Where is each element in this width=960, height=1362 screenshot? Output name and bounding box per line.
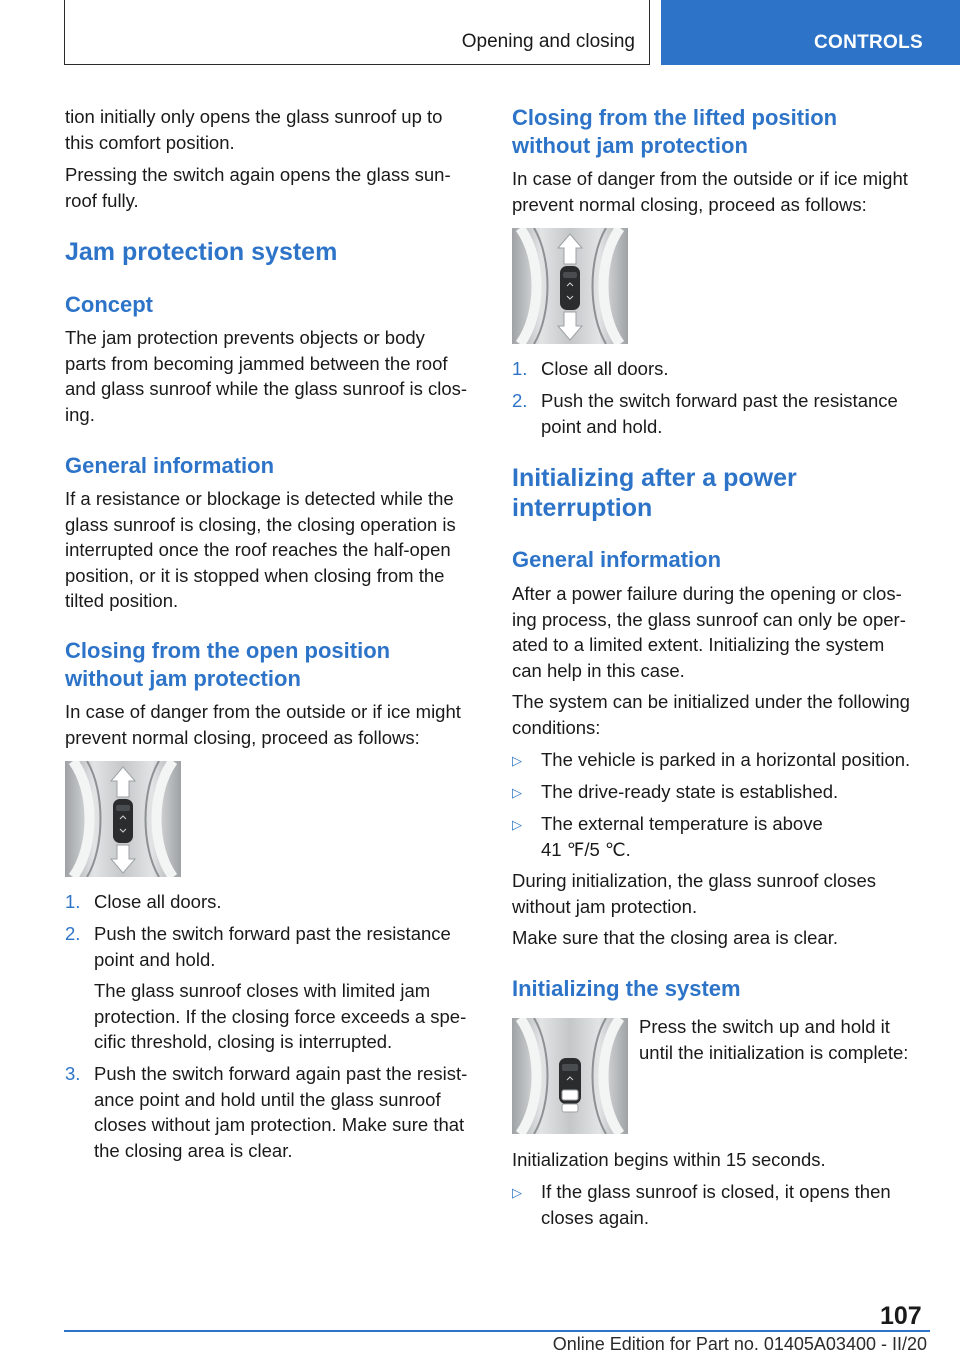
- heading-line: interruption: [512, 494, 653, 522]
- during-initialization-paragraph: [512, 868, 926, 919]
- text-line: ance point and hold until the glass sunroof: [94, 1088, 441, 1110]
- header-chapter-title: CONTROLS: [814, 32, 924, 53]
- heading-concept: Concept: [65, 292, 153, 317]
- footer-edition: Online Edition for Part no. 01405A03400 - II/20: [552, 1334, 927, 1354]
- closing-open-paragraph: [65, 699, 480, 750]
- list-item: [65, 1061, 480, 1163]
- closing-lifted-paragraph: [512, 166, 926, 217]
- switch-forward-icon: [512, 228, 628, 344]
- text-line: parts from becoming jammed between the roof: [65, 352, 448, 374]
- init-begins-paragraph: Initialization begins within 15 seconds.: [512, 1149, 826, 1170]
- general-information-paragraph: [65, 486, 480, 614]
- text-line: Close all doors.: [541, 358, 669, 379]
- list-item: [65, 921, 480, 1055]
- text-line: and glass sunroof while the glass sunroof is clos-: [65, 378, 468, 399]
- text-line: Press the switch up and hold it: [639, 1016, 890, 1037]
- text-line: position, or it is stopped when closing from the: [65, 564, 445, 586]
- text-line: In case of danger from the outside or if ice might: [512, 168, 908, 189]
- text-line: The vehicle is parked in a horizontal position.: [541, 749, 911, 770]
- text-line: If a resistance or blockage is detected while the: [65, 488, 454, 509]
- conditions-intro-paragraph: [512, 689, 926, 740]
- step-number: 2.: [65, 923, 81, 944]
- text-line: prevent normal closing, proceed as follows:: [65, 726, 420, 748]
- text-line: tion initially only opens the glass sunroof up to: [65, 106, 443, 127]
- step-number: 1.: [65, 891, 81, 912]
- heading-closing-from-open-position: [65, 637, 480, 693]
- step-number: 2.: [512, 390, 528, 411]
- text-line: point and hold.: [94, 948, 216, 970]
- switch-forward-icon: [65, 761, 181, 877]
- init-system-paragraph: [639, 1014, 929, 1065]
- header-section-box: [64, 0, 650, 65]
- heading-line: without jam protection: [512, 133, 748, 158]
- bullet-item: [512, 1179, 926, 1230]
- text-line: ing process, the glass sunroof can only be oper-: [512, 608, 906, 630]
- text-line: can help in this case.: [512, 659, 685, 681]
- step-number: 1.: [512, 358, 528, 379]
- header-chapter-tab: [661, 0, 960, 65]
- switch-up-icon: [512, 1018, 628, 1134]
- text-line: until the initialization is complete:: [639, 1041, 909, 1063]
- text-line: After a power failure during the opening or clos-: [512, 583, 902, 604]
- text-line: prevent normal closing, proceed as follows:: [512, 193, 867, 215]
- text-line: The glass sunroof closes with limited jam: [94, 980, 431, 1001]
- text-line: 41 ℉/5 ℃.: [541, 838, 631, 860]
- bullet-text: [541, 747, 926, 773]
- heading-closing-from-lifted-position: [512, 104, 926, 160]
- text-line: this comfort position.: [65, 131, 235, 153]
- text-line: roof fully.: [65, 189, 139, 211]
- step-text: [94, 921, 480, 972]
- text-line: ated to a limited extent. Initializing the system: [512, 634, 885, 655]
- text-line: protection. If the closing force exceeds a spe-: [94, 1005, 467, 1027]
- triangle-bullet-icon: ▷: [512, 785, 522, 800]
- list-item: [65, 889, 480, 915]
- text-line: conditions:: [512, 716, 601, 738]
- step-text: [541, 356, 926, 382]
- text-line: closes again.: [541, 1206, 649, 1228]
- heading-line: without jam protection: [65, 666, 301, 691]
- switch-forward-illustration: [65, 761, 181, 877]
- text-line: Pressing the switch again opens the glass sun-: [65, 164, 451, 185]
- step-note: [94, 978, 480, 1055]
- intro-paragraph-1: [65, 104, 480, 155]
- switch-up-illustration: [512, 1018, 628, 1134]
- text-line: without jam protection.: [512, 895, 698, 917]
- heading-general-information: General information: [512, 547, 722, 572]
- text-line: Close all doors.: [94, 891, 222, 912]
- text-line: closes without jam protection. Make sure that: [94, 1114, 465, 1135]
- step-number: 3.: [65, 1063, 81, 1084]
- text-line: The drive-ready state is established.: [541, 781, 839, 802]
- step-text: [94, 889, 480, 915]
- text-line: glass sunroof is closing, the closing operation is: [65, 513, 456, 535]
- text-line: tilted position.: [65, 590, 179, 611]
- heading-jam-protection-system: Jam protection system: [65, 238, 338, 266]
- heading-initializing-the-system: Initializing the system: [512, 976, 741, 1001]
- triangle-bullet-icon: ▷: [512, 753, 522, 768]
- text-line: interrupted once the roof reaches the half-open: [65, 539, 451, 560]
- text-line: During initialization, the glass sunroof closes: [512, 870, 877, 891]
- text-line: Push the switch forward past the resistance: [94, 923, 451, 944]
- text-line: the closing area is clear.: [94, 1139, 293, 1161]
- triangle-bullet-icon: ▷: [512, 1185, 522, 1200]
- list-item: [512, 388, 926, 439]
- switch-forward-illustration: [512, 228, 628, 344]
- triangle-bullet-icon: ▷: [512, 817, 522, 832]
- page-number: 107: [880, 1302, 922, 1330]
- intro-paragraph-2: [65, 162, 480, 213]
- bullet-text: [541, 779, 926, 805]
- text-line: ing.: [65, 403, 95, 425]
- heading-initializing-after-power-interruption: [512, 463, 926, 523]
- text-line: If the glass sunroof is closed, it opens then: [541, 1181, 891, 1202]
- step-text: [541, 388, 926, 439]
- text-line: The system can be initialized under the following: [512, 691, 910, 712]
- bullet-item: [512, 747, 926, 773]
- text-line: Push the switch forward again past the resist-: [94, 1063, 468, 1084]
- bullet-item: [512, 811, 926, 862]
- concept-paragraph: [65, 325, 480, 427]
- heading-line: Closing from the lifted position: [512, 105, 838, 130]
- header-section-title: Opening and closing: [461, 31, 635, 52]
- bullet-item: [512, 779, 926, 805]
- text-line: cific threshold, closing is interrupted.: [94, 1031, 393, 1052]
- heading-general-information: General information: [65, 453, 275, 478]
- closing-area-clear-paragraph: Make sure that the closing area is clear.: [512, 927, 838, 948]
- heading-line: Initializing after a power: [512, 464, 797, 492]
- bullet-text: [541, 811, 926, 862]
- step-text: [94, 1061, 480, 1163]
- list-item: [512, 356, 926, 382]
- text-line: In case of danger from the outside or if ice might: [65, 701, 461, 722]
- text-line: Push the switch forward past the resistance: [541, 390, 898, 411]
- bullet-text: [541, 1179, 926, 1230]
- heading-line: Closing from the open position: [65, 638, 391, 663]
- text-line: point and hold.: [541, 415, 663, 437]
- general-information-paragraph: [512, 581, 926, 683]
- text-line: The external temperature is above: [541, 813, 823, 834]
- text-line: The jam protection prevents objects or body: [65, 327, 425, 348]
- footer-divider: [64, 1330, 930, 1332]
